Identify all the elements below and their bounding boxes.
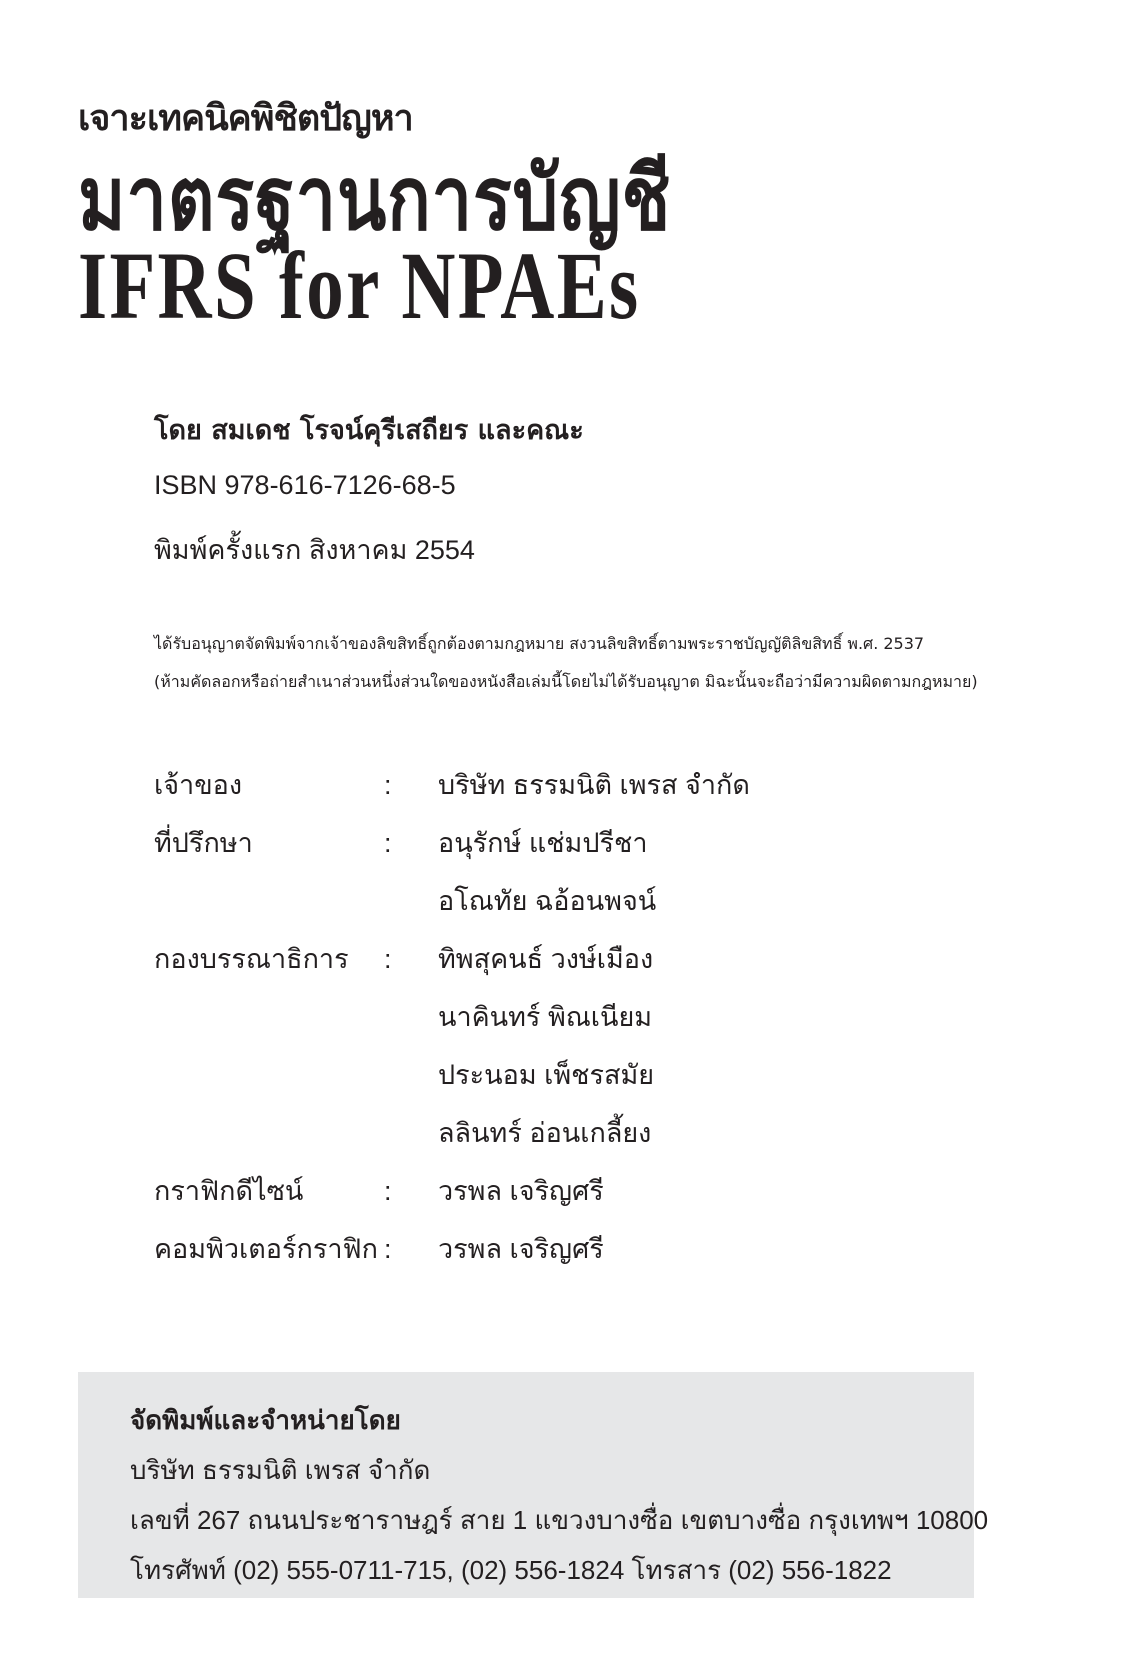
credit-colon: : xyxy=(384,1176,392,1206)
publisher-box xyxy=(78,1372,989,1598)
publisher-heading: จัดพิมพ์และจำหน่ายโดย xyxy=(130,1406,401,1436)
credit-name: นาคินทร์ พิณเนียม xyxy=(438,1002,653,1032)
credit-name: ประนอม เพ็ชรสมัย xyxy=(438,1060,655,1090)
book-subtitle: เจาะเทคนิคพิชิตปัญหา xyxy=(78,98,413,139)
book-title-english: IFRS for NPAEs xyxy=(78,232,641,339)
credit-name: อนุรักษ์ แช่มปรีชา xyxy=(438,828,648,858)
edition-date: พิมพ์ครั้งแรก สิงหาคม 2554 xyxy=(154,535,475,565)
isbn: ISBN 978-616-7126-68-5 xyxy=(154,470,456,500)
credit-name: บริษัท ธรรมนิติ เพรส จำกัด xyxy=(438,770,750,800)
credit-colon: : xyxy=(384,770,392,800)
copyright-notice: ได้รับอนุญาตจัดพิมพ์จากเจ้าของลิขสิทธิ์ถูกต้องตามกฎหมาย สงวนลิขสิทธิ์ตามพระราชบัญญัติลิขสิทธิ์ พ.ศ. 2537 xyxy=(154,634,925,653)
credit-role: คอมพิวเตอร์กราฟิก xyxy=(154,1234,378,1264)
credit-role: กราฟิกดีไซน์ xyxy=(154,1176,304,1206)
credit-name: อโณทัย ฉอ้อนพจน์ xyxy=(438,886,657,916)
credit-name: วรพล เจริญศรี xyxy=(438,1234,604,1264)
credit-colon: : xyxy=(384,944,392,974)
publisher-address: เลขที่ 267 ถนนประชาราษฎร์ สาย 1 แขวงบางซื่อ เขตบางซื่อ กรุงเทพฯ 10800 xyxy=(130,1505,989,1535)
copy-prohibition-notice: (ห้ามคัดลอกหรือถ่ายสำเนาส่วนหนึ่งส่วนใดของหนังสือเล่มนี้โดยไม่ได้รับอนุญาต มิฉะนั้นจะถือว่ามีความผิดตามกฎหมาย) xyxy=(154,672,978,691)
credit-role: กองบรรณาธิการ xyxy=(154,944,349,974)
publisher-name: บริษัท ธรรมนิติ เพรส จำกัด xyxy=(130,1455,431,1485)
credit-name: ลลินทร์ อ่อนเกลี้ยง xyxy=(438,1118,652,1148)
book-title-thai: มาตรฐานการบัญชี xyxy=(78,146,672,250)
credit-colon: : xyxy=(384,1234,392,1264)
credit-name: ทิพสุคนธ์ วงษ์เมือง xyxy=(438,944,654,974)
credit-colon: : xyxy=(384,828,392,858)
credit-role: เจ้าของ xyxy=(154,770,243,800)
credit-name: วรพล เจริญศรี xyxy=(438,1176,604,1206)
publisher-phone: โทรศัพท์ (02) 555-0711-715, (02) 556-1824 โทรสาร (02) 556-1822 xyxy=(130,1555,892,1585)
credit-role: ที่ปรึกษา xyxy=(154,828,253,858)
author-line: โดย สมเดช โรจน์คุรีเสถียร และคณะ xyxy=(154,415,584,446)
